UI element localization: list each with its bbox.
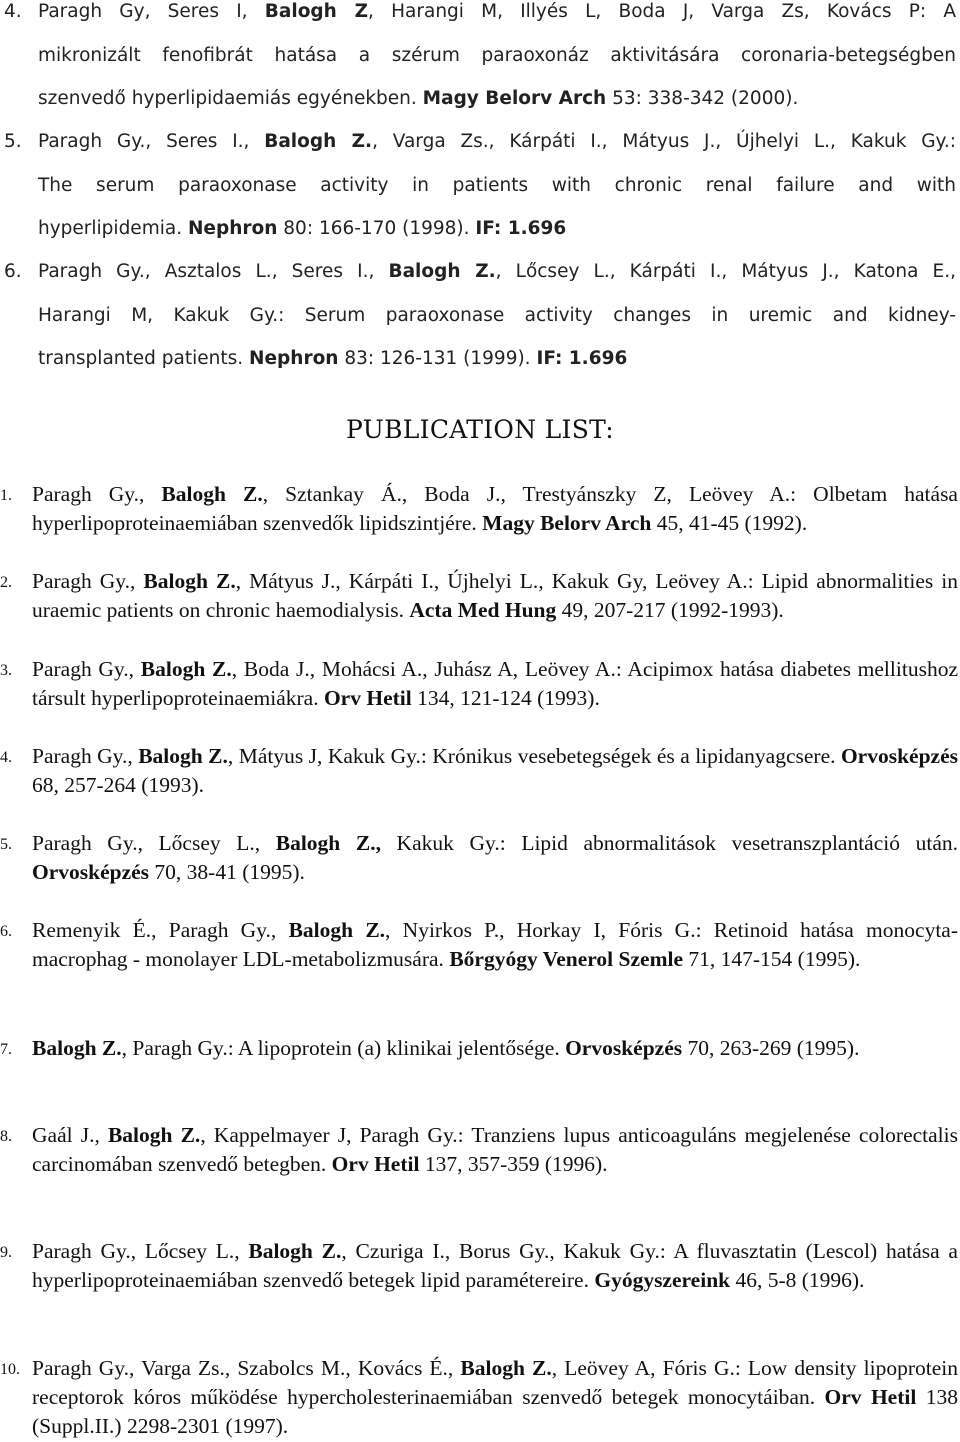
text-segment: , Czuriga I., Borus Gy., Kakuk Gy.: A fluvasztatin (Lescol) hatása a hyperlipoproteinaemiában szenvedő betegek lipid paramétereire. <box>32 1239 958 1292</box>
publication-text <box>32 829 958 887</box>
publication-number: 8. <box>0 1128 12 1145</box>
text-segment: , Lőcsey L., Kárpáti I., Mátyus J., Katona E., <box>495 261 956 282</box>
bold-text: Orv Hetil <box>331 1152 420 1176</box>
text-segment: , Mátyus J., Kárpáti I., Újhelyi L., Kakuk Gy, Leövey A.: Lipid abnormalities in uraemic patients on chronic haemodialysis. <box>32 569 958 622</box>
publication-item <box>0 567 958 625</box>
entry-line <box>38 34 956 78</box>
text-segment: , Mátyus J, Kakuk Gy.: Krónikus vesebetegségek és a lipidanyagcsere. <box>227 744 841 768</box>
bold-text: Magy Belorv Arch <box>482 511 652 535</box>
bold-text: Balogh Z. <box>107 1123 201 1147</box>
text-segment: , Varga Zs., Kárpáti I., Mátyus J., Újhelyi L., Kakuk Gy.: <box>372 131 956 152</box>
publication-text <box>32 1034 958 1063</box>
publication-number: 6. <box>0 923 12 940</box>
publication-text <box>32 1237 958 1295</box>
text-segment: , Kappelmayer J, Paragh Gy.: Tranziens lupus anticoaguláns megjelenése colorectalis carcinomában szenvedő betegben. <box>32 1123 958 1176</box>
bold-text: Balogh Z. <box>32 1036 122 1060</box>
entry-line <box>38 120 956 164</box>
publication-number: 7. <box>0 1041 12 1058</box>
publication-number: 3. <box>0 662 12 679</box>
entry-line <box>38 207 956 251</box>
text-segment: Paragh Gy., Varga Zs., Szabolcs M., Kovács É., <box>32 1356 461 1380</box>
text-segment: Remenyik É., Paragh Gy., <box>32 918 289 942</box>
bold-text: Orvosképzés <box>840 744 958 768</box>
text-segment: 53: 338-342 (2000). <box>606 88 799 109</box>
publication-text <box>32 655 958 713</box>
text-segment: Paragh Gy., Asztalos L., Seres I., <box>38 261 389 282</box>
text-segment: 71, 147-154 (1995). <box>683 947 861 971</box>
text-segment: Paragh Gy., <box>32 744 139 768</box>
bold-text: Balogh Z. <box>140 657 232 681</box>
text-segment: 70, 38-41 (1995). <box>149 860 305 884</box>
publication-item <box>0 1121 958 1179</box>
publication-item <box>0 916 958 974</box>
bold-text: Gyógyszereink <box>594 1268 731 1292</box>
publication-item <box>0 1034 958 1063</box>
text-segment: hyperlipidemia. <box>38 218 188 239</box>
bold-text: Balogh Z. <box>460 1356 552 1380</box>
publication-text <box>32 916 958 974</box>
text-segment: Paragh Gy., Lőcsey L., <box>32 1239 249 1263</box>
entry-number: 6. <box>4 261 22 282</box>
text-segment: szenvedő hyperlipidaemiás egyénekben. <box>38 88 423 109</box>
bold-text: Orvosképzés <box>32 860 150 884</box>
publication-number: 4. <box>0 749 12 766</box>
bold-text: Balogh Z. <box>388 261 496 282</box>
text-segment: Kakuk Gy.: Lipid abnormalitások vesetranszplantáció után. <box>380 831 958 855</box>
text-segment: Harangi M, Kakuk Gy.: Serum paraoxonase activity changes in uremic and kidney- <box>38 304 956 326</box>
bold-text: Balogh Z. <box>288 918 386 942</box>
text-segment: 45, 41-45 (1992). <box>651 511 808 535</box>
publication-text <box>32 742 958 800</box>
text-segment: , Sztankay Á., Boda J., Trestyánszky Z, Leövey A.: Olbetam hatása hyperlipoproteinaemiában szenvedők lipidszintjére. <box>32 482 958 535</box>
bold-text: Orvosképzés <box>565 1036 683 1060</box>
publication-item <box>0 829 958 887</box>
entry-line <box>38 164 956 208</box>
publication-item <box>0 1354 958 1441</box>
text-segment: , Harangi M, Illyés L, Boda J, Varga Zs, Kovács P: A <box>368 1 956 22</box>
upper-entry-6 <box>0 250 956 424</box>
publication-text <box>32 1354 958 1441</box>
bold-text: Balogh Z., <box>275 831 381 855</box>
text-segment: 70, 263-269 (1995). <box>682 1036 860 1060</box>
bold-text: Bőrgyógy Venerol Szemle <box>449 947 683 971</box>
text-segment: Paragh Gy, Seres I, <box>38 1 265 22</box>
text-segment: 68, 257-264 (1993). <box>32 773 204 797</box>
publication-item <box>0 480 958 538</box>
text-segment: , Boda J., Mohácsi A., Juhász A, Leövey A.: Acipimox hatása diabetes mellitushoz társult hyperlipoproteinaemiákra. <box>32 657 958 710</box>
text-segment: Paragh Gy., Lőcsey L., <box>32 831 276 855</box>
text-segment: mikronizált fenofibrát hatása a szérum paraoxonáz aktivitására coronaria-betegségben <box>38 44 956 66</box>
publication-number: 1. <box>0 487 12 504</box>
publication-number: 10. <box>0 1361 20 1378</box>
bold-text: Nephron <box>187 218 278 239</box>
publication-item <box>0 1237 958 1295</box>
bold-text: Balogh Z. <box>264 131 373 152</box>
publication-list-heading: PUBLICATION LIST: <box>346 415 614 444</box>
text-segment: Paragh Gy., <box>32 657 141 681</box>
publication-item <box>0 742 958 800</box>
text-segment: Paragh Gy., <box>32 482 162 506</box>
publication-text <box>32 480 958 538</box>
entry-body <box>38 250 956 424</box>
text-segment: 137, 357-359 (1996). <box>419 1152 608 1176</box>
text-segment: 83: 126-131 (1999). <box>338 348 537 369</box>
bold-text: Acta Med Hung <box>409 598 557 622</box>
text-segment: Paragh Gy., <box>32 569 144 593</box>
bold-text: IF: 1.696 <box>475 218 567 239</box>
text-segment: , Leövey A, Fóris G.: Low density lipoprotein receptorok kóros működése hypercholesterinaemiában szenvedő betegek monocytáiban. <box>32 1356 958 1409</box>
bold-text: Balogh Z. <box>161 482 263 506</box>
text-segment: , Paragh Gy.: A lipoprotein (a) klinikai jelentősége. <box>121 1036 566 1060</box>
text-segment: The serum paraoxonase activity in patients with chronic renal failure and with <box>38 174 956 196</box>
entry-line <box>38 337 956 381</box>
text-segment: , Nyirkos P., Horkay I, Fóris G.: Retinoid hatása monocyta- macrophag - monolayer LDL-metabolizmusára. <box>32 918 958 971</box>
bold-text: IF: 1.696 <box>536 348 628 369</box>
publication-text <box>32 1121 958 1179</box>
text-segment: 134, 121-124 (1993). <box>411 686 600 710</box>
bold-text: Orv Hetil <box>824 1385 917 1409</box>
bold-text: Balogh Z. <box>248 1239 342 1263</box>
publication-item <box>0 655 958 713</box>
text-segment: Gaál J., <box>32 1123 108 1147</box>
bold-text: Nephron <box>249 348 339 369</box>
bold-text: Balogh Z. <box>143 569 236 593</box>
entry-number: 4. <box>4 1 22 22</box>
publication-number: 9. <box>0 1244 12 1261</box>
bold-text: Balogh Z <box>264 1 369 22</box>
publication-number: 2. <box>0 574 12 591</box>
text-segment: Paragh Gy., Seres I., <box>38 131 265 152</box>
bold-text: Magy Belorv Arch <box>422 88 607 109</box>
text-segment: 80: 166-170 (1998). <box>277 218 476 239</box>
text-segment: transplanted patients. <box>38 348 249 369</box>
entry-line <box>38 0 956 34</box>
text-segment: 46, 5-8 (1996). <box>730 1268 865 1292</box>
publication-number: 5. <box>0 836 12 853</box>
text-segment: 138 (Suppl.II.) 2298-2301 (1997). <box>32 1385 959 1438</box>
text-segment: 49, 207-217 (1992-1993). <box>556 598 784 622</box>
entry-line <box>38 294 956 338</box>
bold-text: Balogh Z. <box>138 744 228 768</box>
entry-line <box>38 250 956 294</box>
entry-number: 5. <box>4 131 22 152</box>
entry-line <box>38 77 956 121</box>
bold-text: Orv Hetil <box>323 686 412 710</box>
publication-text <box>32 567 958 625</box>
